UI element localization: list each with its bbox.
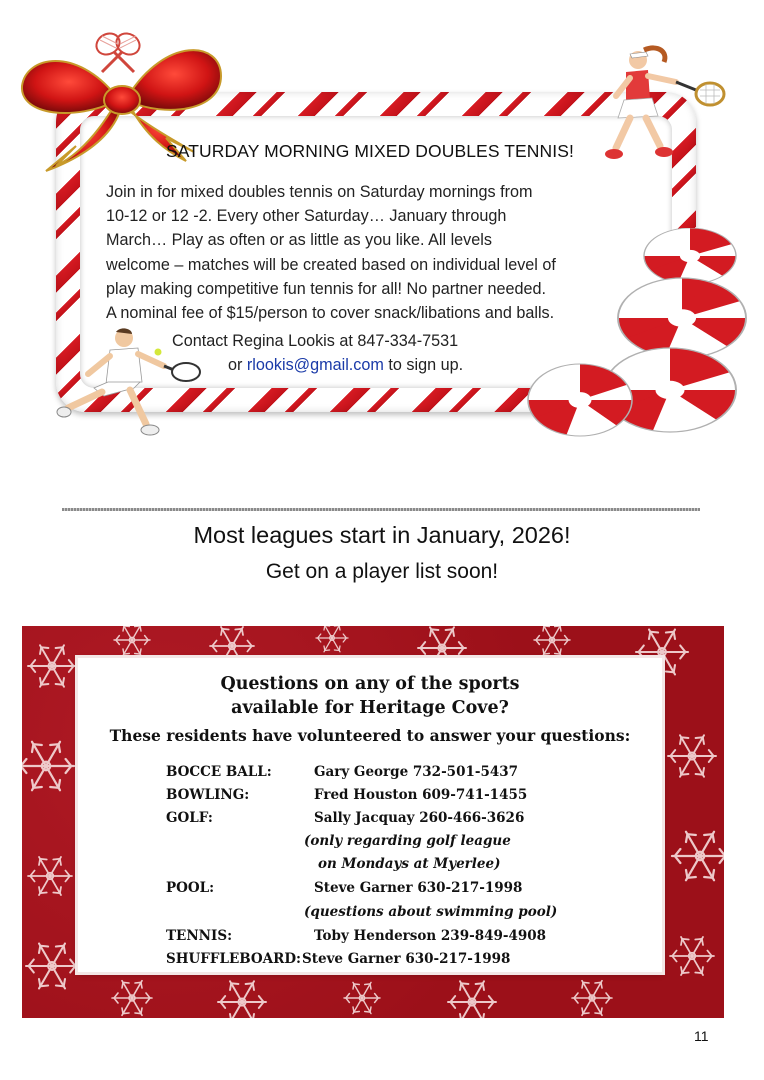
golf-note: on Mondays at Myerlee): [318, 856, 501, 872]
sport-label: TENNIS:: [166, 928, 233, 944]
sport-label: BOWLING:: [166, 787, 250, 803]
questions-subtitle: These residents have volunteered to answer your questions:: [109, 726, 631, 745]
flyer-body-line: Join in for mixed doubles tennis on Saturday mornings from: [106, 183, 533, 201]
page-number: 11: [694, 1028, 709, 1044]
questions-title-line: Questions on any of the sports: [220, 674, 520, 694]
volunteer-contact: Toby Henderson 239-849-4908: [314, 928, 547, 944]
volunteer-contact: Sally Jacquay 260-466-3626: [314, 810, 525, 826]
signup-line: [228, 356, 463, 375]
sport-label: BOCCE BALL:: [166, 764, 272, 780]
email-link[interactable]: rlookis@gmail.com: [246, 356, 384, 374]
contact-line: Contact Regina Lookis at 847-334-7531: [172, 332, 459, 350]
questions-title: [78, 672, 662, 720]
signup-suffix: to sign up.: [383, 356, 464, 374]
pool-note: (questions about swimming pool): [304, 904, 558, 920]
questions-title-line: available for Heritage Cove?: [231, 698, 509, 718]
volunteer-contact: Steve Garner 630-217-1998: [314, 880, 523, 896]
crossed-rackets-icon: [92, 30, 144, 74]
flyer-body-line: welcome – matches will be created based on individual level of: [106, 255, 556, 274]
sport-label: GOLF:: [166, 810, 213, 826]
volunteer-contact: Steve Garner 630-217-1998: [302, 951, 511, 967]
sport-label: SHUFFLEBOARD:: [166, 951, 302, 967]
flyer-body-line: play making competitive fun tennis for all! No partner needed.: [106, 279, 547, 298]
volunteer-contact: Gary George 732-501-5437: [314, 764, 519, 780]
league-start-announcement: Most leagues start in January, 2026!: [193, 522, 571, 548]
flyer-title: SATURDAY MORNING MIXED DOUBLES TENNIS!: [166, 141, 574, 161]
section-divider: [62, 508, 700, 511]
flyer-body-line: A nominal fee of $15/person to cover snack/libations and balls.: [106, 304, 555, 323]
player-list-reminder: Get on a player list soon!: [265, 560, 499, 583]
golf-note: (only regarding golf league: [304, 833, 511, 849]
flyer-body-line: 10-12 or 12 -2. Every other Saturday… January through: [106, 207, 507, 226]
flyer-body-line: March… Play as often or as little as you like. All levels: [106, 231, 492, 250]
sport-label: POOL:: [166, 880, 215, 896]
flyer-body: [106, 180, 629, 325]
volunteer-contact: Fred Houston 609-741-1455: [314, 787, 528, 803]
signup-prefix: or: [228, 356, 247, 374]
